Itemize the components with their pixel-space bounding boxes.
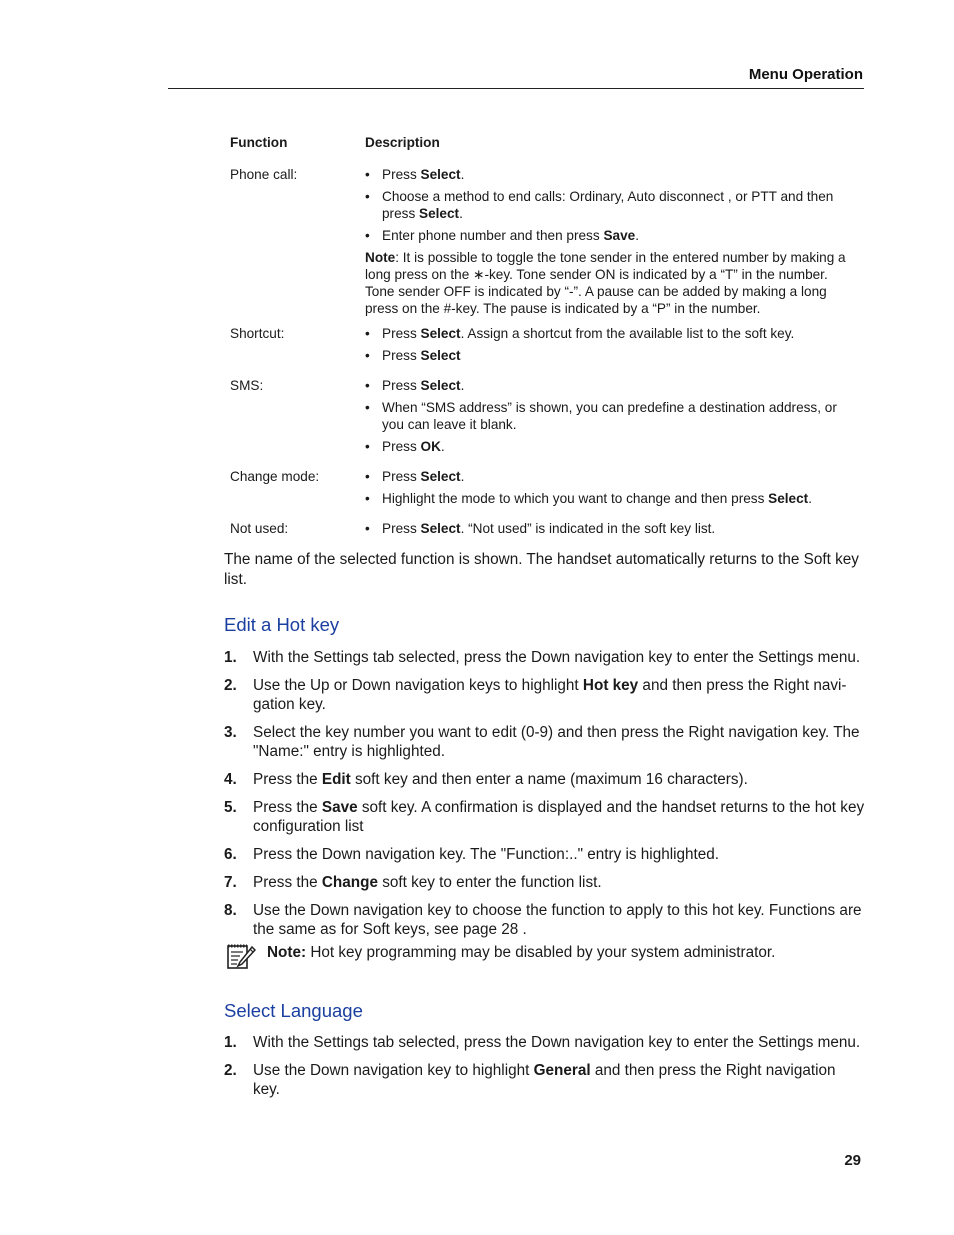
bullet-item: • Press Select.	[365, 378, 465, 393]
description-cell	[365, 166, 860, 317]
running-header: Menu Operation	[748, 66, 863, 83]
description-cell	[365, 325, 860, 369]
phone-call-note: Note: It is possible to toggle the tone sender in the entered number by making a long press on the ∗-key. Tone sender ON is indicated by a “T” in the number. Tone sender OFF is indicated by “-”. A pause can be added by making a long press on the #-key. The pause is indicated by a “P” in the number.	[365, 250, 846, 316]
list-item: 2. Use the Up or Down navigation keys to highlight Hot key and then press the Right navi-gation key.	[224, 677, 847, 713]
note-block	[226, 943, 866, 971]
description-cell	[365, 520, 860, 542]
function-cell: SMS:	[230, 378, 264, 393]
list-item: 4. Press the Edit soft key and then enter a name (maximum 16 characters).	[224, 771, 748, 788]
bullet-item: • Choose a method to end calls: Ordinary, Auto disconnect , or PTT and then press Select.	[365, 189, 834, 221]
function-cell: Shortcut:	[230, 326, 285, 341]
list-item: 7. Press the Change soft key to enter the function list.	[224, 874, 602, 891]
description-cell	[365, 377, 860, 460]
bullet-item: • Press OK.	[365, 439, 445, 454]
summary-paragraph: The name of the selected function is shown. The handset automatically returns to the Soft key list.	[224, 551, 859, 588]
header-rule	[168, 88, 864, 89]
table-row	[230, 377, 860, 460]
list-item: 2. Use the Down navigation key to highlight General and then press the Right navigation key.	[224, 1062, 836, 1098]
list-item: 1. With the Settings tab selected, press the Down navigation key to enter the Settings menu.	[224, 1034, 861, 1051]
table-header	[230, 134, 860, 158]
note-text: Note: Hot key programming may be disabled by your system administrator.	[267, 944, 776, 961]
page-number: 29	[844, 1152, 861, 1169]
bullet-item: • When “SMS address” is shown, you can predefine a destination address, or you can leave it blank.	[365, 400, 837, 432]
bullet-item: • Highlight the mode to which you want to change and then press Select.	[365, 491, 812, 506]
note-pencil-icon	[226, 943, 256, 971]
bullet-item: • Enter phone number and then press Save.	[365, 228, 639, 243]
section-title-edit-hot-key: Edit a Hot key	[224, 614, 340, 635]
list-item: 1. With the Settings tab selected, press the Down navigation key to enter the Settings menu.	[224, 649, 861, 666]
header-description: Description	[365, 135, 440, 150]
table-row	[230, 520, 860, 542]
list-item: 8. Use the Down navigation key to choose the function to apply to this hot key. Functions are the same as for Soft keys, see page 28 .	[224, 902, 862, 938]
steps-edit-hot-key	[224, 648, 866, 948]
table-row	[230, 325, 860, 369]
list-item: 5. Press the Save soft key. A confirmation is displayed and the handset returns to the hot key configuration list	[224, 799, 865, 835]
bullet-item: • Press Select. Assign a shortcut from the available list to the soft key.	[365, 326, 795, 341]
section-title-select-language: Select Language	[224, 1000, 363, 1021]
function-cell: Phone call:	[230, 167, 298, 182]
bullet-item: • Press Select	[365, 348, 461, 363]
function-cell: Not used:	[230, 521, 289, 536]
description-cell	[365, 468, 860, 512]
bullet-item: • Press Select.	[365, 469, 465, 484]
bullet-item: • Press Select.	[365, 167, 465, 182]
table-row	[230, 468, 860, 512]
list-item: 3. Select the key number you want to edit (0-9) and then press the Right navigation key. The "Name:" entry is highlighted.	[224, 724, 860, 760]
function-cell: Change mode:	[230, 469, 320, 484]
steps-select-language	[224, 1033, 866, 1108]
list-item: 6. Press the Down navigation key. The "Function:.." entry is highlighted.	[224, 846, 720, 863]
table-row	[230, 166, 860, 317]
bullet-item: • Press Select. “Not used” is indicated in the soft key list.	[365, 521, 716, 536]
function-table	[230, 134, 860, 542]
header-function: Function	[230, 135, 288, 150]
